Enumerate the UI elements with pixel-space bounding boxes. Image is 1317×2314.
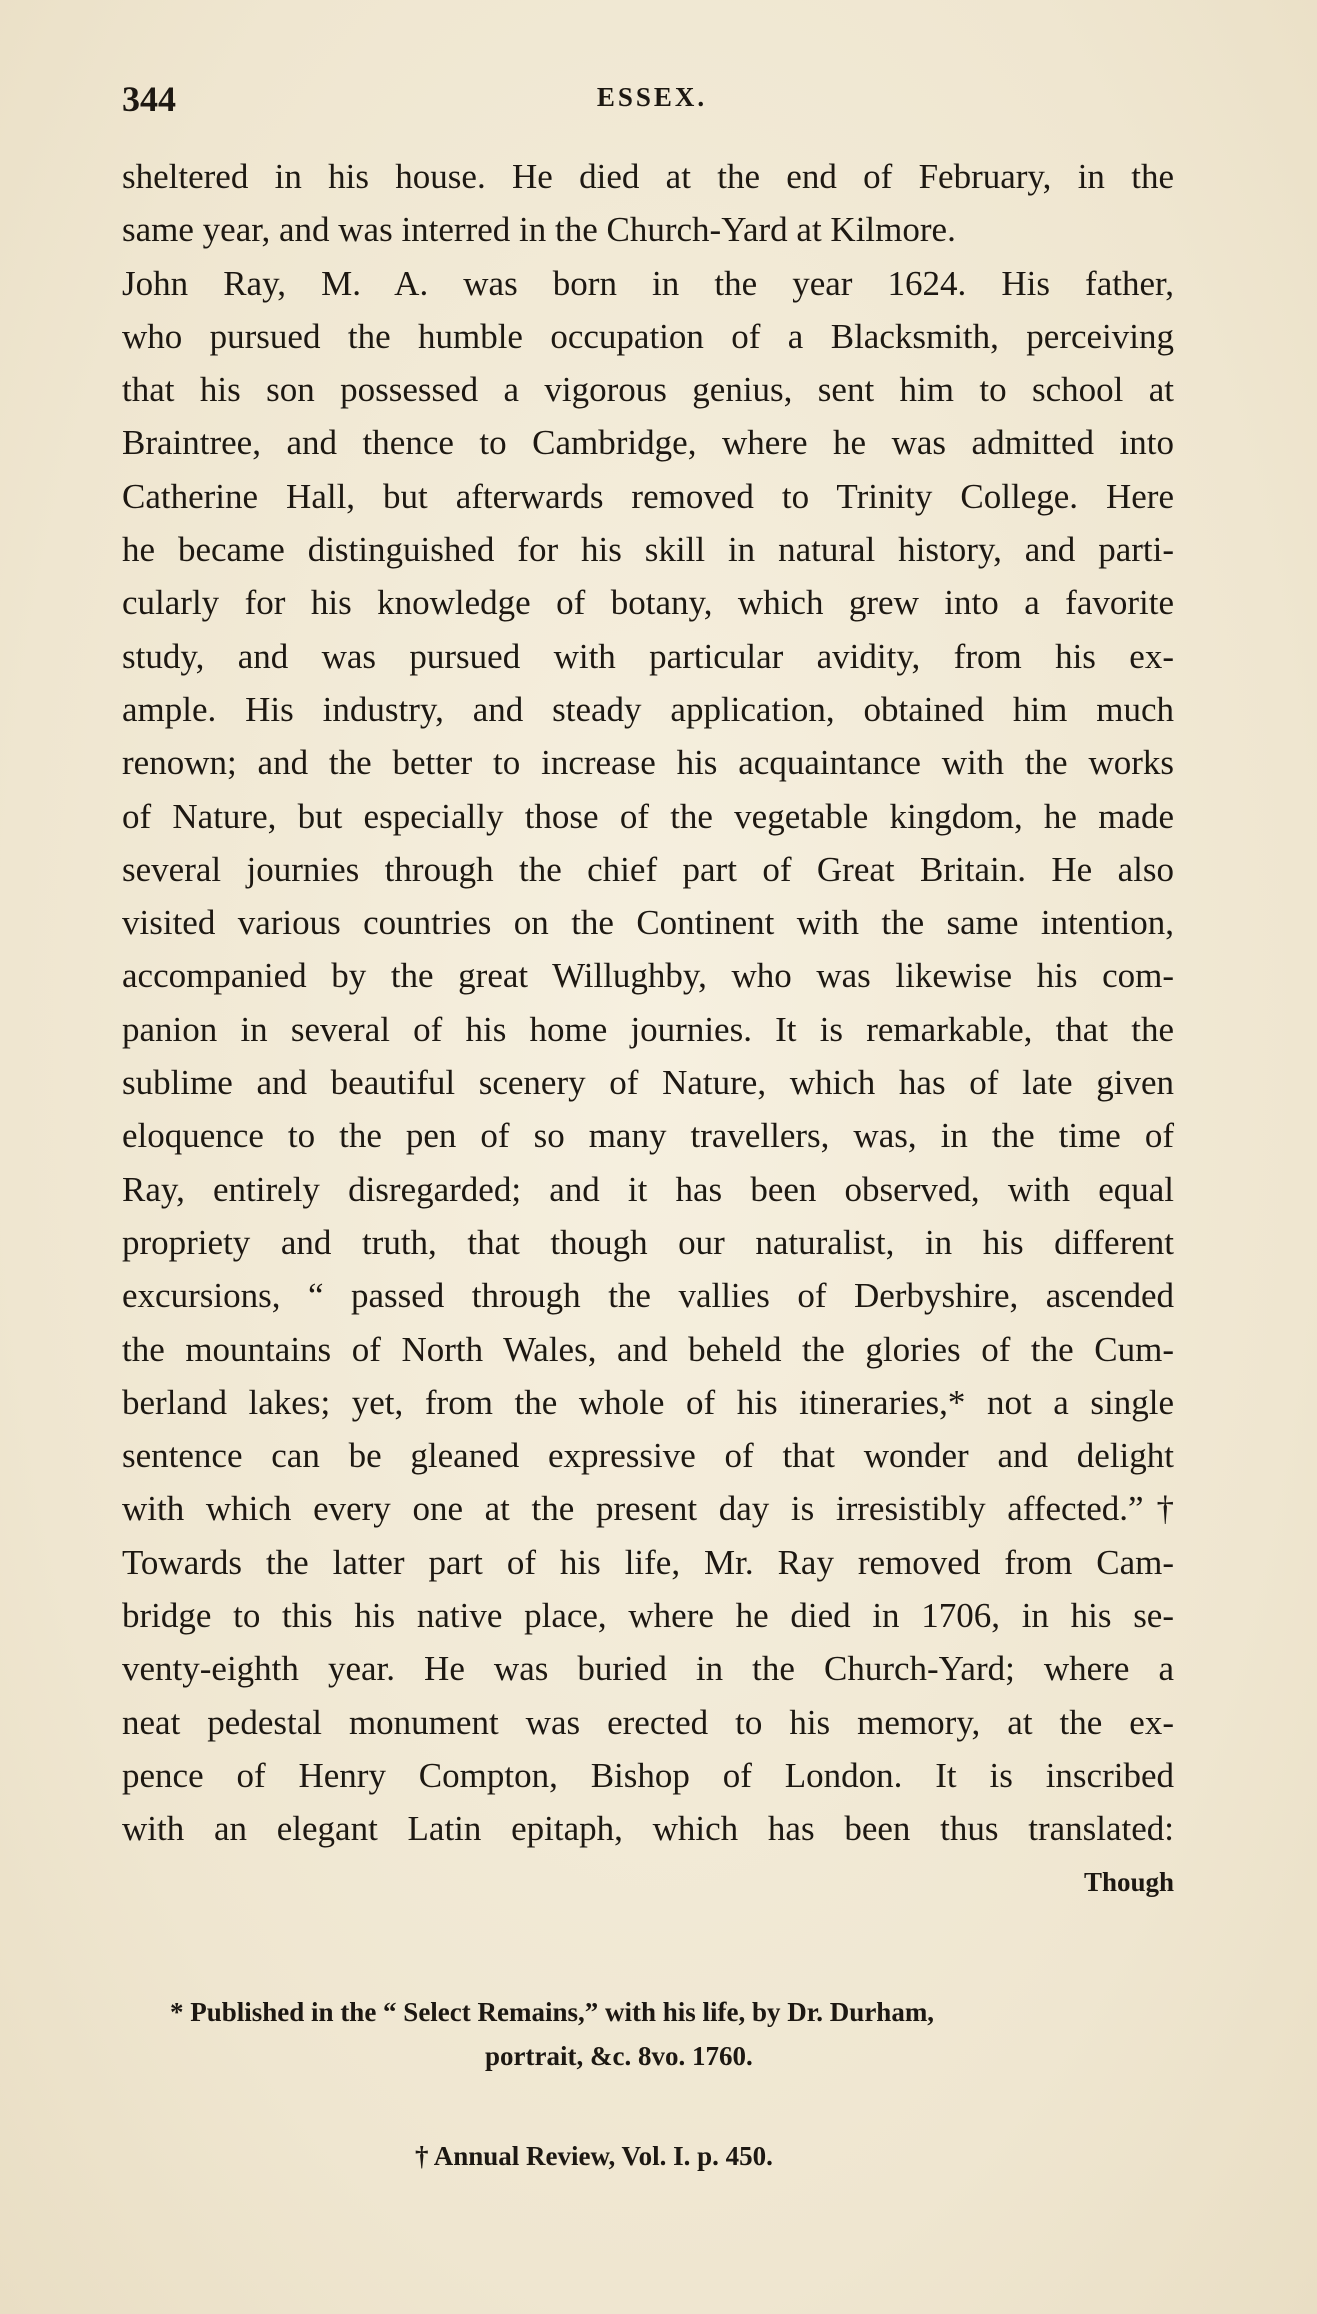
- text-line: that his son possessed a vigorous genius, sent him to school at: [122, 370, 1174, 410]
- text-line: propriety and truth, that though our naturalist, in his different: [122, 1222, 1174, 1262]
- text-line: renown; and the better to increase his acquaintance with the works: [122, 743, 1174, 783]
- text-line: he became distinguished for his skill in natural history, and parti-: [122, 530, 1174, 570]
- text-line: eloquence to the pen of so many travellers, was, in the time of: [122, 1116, 1174, 1156]
- text-line: with which every one at the present day is irresistibly affected.”†: [122, 1489, 1174, 1529]
- running-title: ESSEX.: [596, 82, 708, 112]
- text-line: sheltered in his house. He died at the end of February, in the: [122, 157, 1174, 196]
- footnotes: [170, 1990, 1180, 2178]
- text-line: Ray, entirely disregarded; and it has been observed, with equal: [122, 1169, 1174, 1209]
- text-line: ample. His industry, and steady application, obtained him much: [122, 689, 1174, 729]
- text-line: Braintree, and thence to Cambridge, where he was admitted into: [122, 423, 1174, 463]
- text-line: neat pedestal monument was erected to his memory, at the ex-: [122, 1702, 1174, 1742]
- text-line: accompanied by the great Willughby, who was likewise his com-: [122, 956, 1174, 996]
- text-line: several journies through the chief part of Great Britain. He also: [122, 849, 1174, 889]
- text-line: sentence can be gleaned expressive of that wonder and delight: [122, 1436, 1174, 1476]
- catchword: Though: [1083, 1866, 1174, 1897]
- text-line: of Nature, but especially those of the vegetable kingdom, he made: [122, 796, 1174, 836]
- text-line: Catherine Hall, but afterwards removed to Trinity College. Here: [122, 476, 1174, 516]
- text-line: John Ray, M. A. was born in the year 1624. His father,: [122, 263, 1174, 303]
- page-number: 344: [122, 79, 176, 119]
- text-line: excursions, “ passed through the vallies of Derbyshire, ascended: [122, 1276, 1174, 1316]
- text-line: Towards the latter part of his life, Mr. Ray removed from Cam-: [122, 1542, 1174, 1582]
- text-line: visited various countries on the Continent with the same intention,: [122, 903, 1174, 943]
- text-line: panion in several of his home journies. It is remarkable, that the: [122, 1009, 1174, 1049]
- text-line: cularly for his knowledge of botany, which grew into a favorite: [122, 583, 1174, 623]
- footnote-2: † Annual Review, Vol. I. p. 450.: [415, 2141, 773, 2171]
- text-line: sublime and beautiful scenery of Nature, which has of late given: [122, 1063, 1174, 1103]
- text-line: study, and was pursued with particular avidity, from his ex-: [122, 636, 1174, 676]
- footnote-1: * Published in the “ Select Remains,” with his life, by Dr. Durham,: [170, 1997, 935, 2027]
- text-line: who pursued the humble occupation of a Blacksmith, perceiving: [122, 316, 1174, 356]
- text-line: same year, and was interred in the Church-Yard at Kilmore.: [122, 210, 956, 250]
- text-line: bridge to this his native place, where he died in 1706, in his se-: [122, 1596, 1174, 1636]
- running-head: [122, 78, 1182, 118]
- text-line: berland lakes; yet, from the whole of his itineraries,* not a single: [122, 1382, 1174, 1422]
- text-line: the mountains of North Wales, and beheld the glories of the Cum-: [122, 1329, 1174, 1369]
- body-text: [122, 150, 1174, 1909]
- footnote-1-continued: portrait, &c. 8vo. 1760.: [485, 2041, 753, 2071]
- text-line: with an elegant Latin epitaph, which has been thus translated:: [122, 1809, 1174, 1849]
- text-line: pence of Henry Compton, Bishop of London. It is inscribed: [122, 1755, 1174, 1795]
- text-line: venty-eighth year. He was buried in the Church-Yard; where a: [122, 1649, 1174, 1689]
